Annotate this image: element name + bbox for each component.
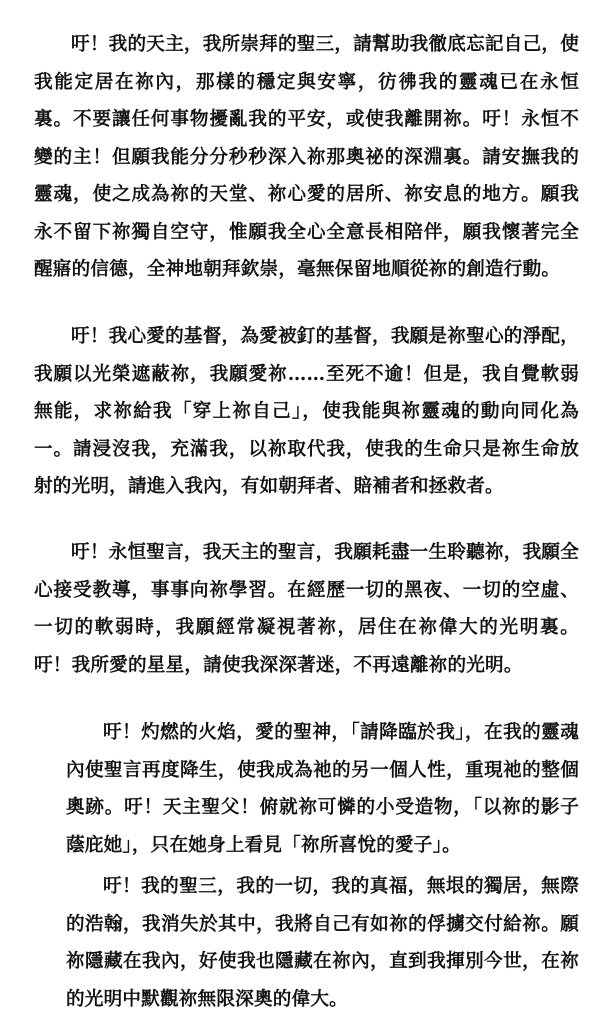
paragraph-4: 吁！灼燃的火焰，愛的聖神，「請降臨於我」，在我的靈魂內使聖言再度降生，使我成為祂的另一個人性，重現祂的整個奧跡。吁！天主聖父！俯就祢可憐的小受造物，「以祢的影子蔭庇她」，只在她身上看見「祢所喜悅的愛子」。 [66,722,579,856]
paragraph-2: 吁！我心愛的基督，為愛被釘的基督，我願是祢聖心的淨配，我願以光榮遮蔽祢，我願愛祢……至死不逾！但是，我自覺軟弱無能，求祢給我「穿上祢自己」，使我能與祢靈魂的動向同化為一。請浸沒我，充滿我，以祢取代我，使我的生命只是祢生命放射的光明，請進入我內，有如朝拜者、賠補者和拯救者。 [34,326,579,497]
paragraph-1: 吁！我的天主，我所崇拜的聖三，請幫助我徹底忘記自己，使我能定居在祢內，那樣的穩定與安寧，彷彿我的靈魂已在永恒裏。不要讓任何事物擾亂我的平安，或使我離開祢。吁！永恒不變的主！但願我能分分秒秒深入祢那奧祕的深淵裏。請安撫我的靈魂，使之成為祢的天堂、祢心愛的居所、祢安息的地方。願我永不留下祢獨自空守，惟願我全心全意長相陪伴，願我懷著完全醒寤的信德，全神地朝拜欽崇，毫無保留地順從祢的創造行動。 [34,34,579,280]
paragraph-3: 吁！永恒聖言，我天主的聖言，我願耗盡一生聆聽祢，我願全心接受教導，事事向祢學習。在經歷一切的黑夜、一切的空虛、一切的軟弱時，我願經常凝視著祢，居住在祢偉大的光明裏。吁！我所愛的星星，請使我深深著迷，不再遠離祢的光明。 [34,542,579,676]
paragraph-5: 吁！我的聖三，我的一切，我的真福，無垠的獨居，無際的浩翰，我消失於其中，我將自己有如祢的俘擄交付給祢。願祢隱藏在我內，好使我也隱藏在祢內，直到我揮別今世，在祢的光明中默觀祢無限深奧的偉大。 [66,876,579,1010]
